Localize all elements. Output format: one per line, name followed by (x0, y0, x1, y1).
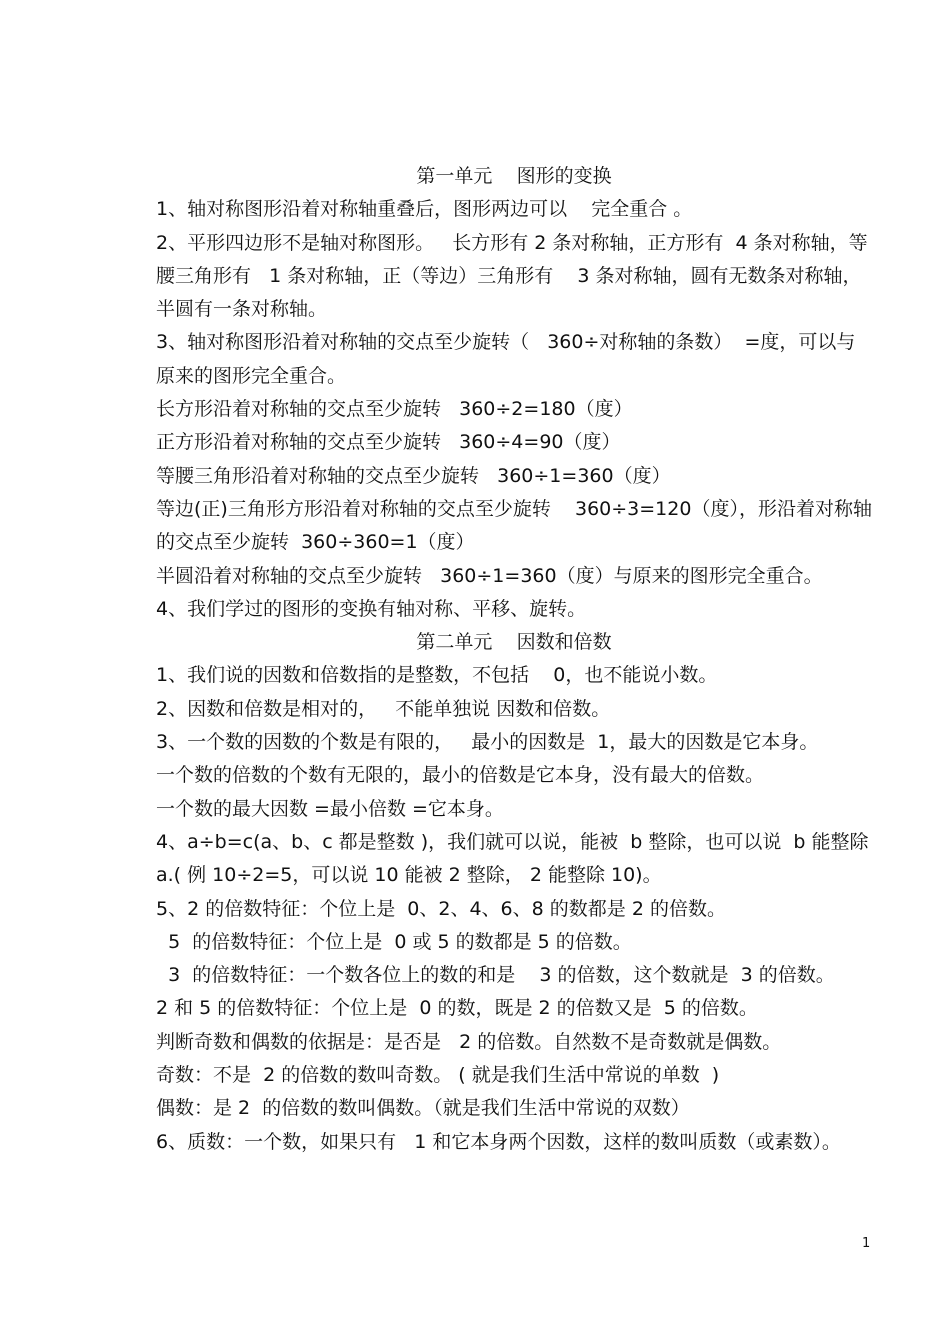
page-content (156, 160, 875, 1159)
unit2-heading: 第二单元 因数和倍数 (416, 631, 612, 654)
semicircle-rotation-line: 半圆沿着对称轴的交点至少旋转 360÷1=360（度）与原来的图形完全重合。 (156, 564, 823, 587)
unit2-item-5: 5、2 的倍数特征：个位上是 0、2、4、6、8 的数都是 2 的倍数。 (156, 897, 726, 920)
multiple-of-2-and-5-rule: 2 和 5 的倍数特征：个位上是 0 的数，既是 2 的倍数又是 5 的倍数。 (156, 997, 758, 1020)
odd-number-definition: 奇数：不是 2 的倍数的数叫奇数。 ( 就是我们生活中常说的单数 ) (156, 1064, 720, 1087)
page-number: 1 (862, 1236, 871, 1251)
unit1-heading: 第一单元 图形的变换 (416, 165, 612, 187)
unit1-item-2: 2、平形四边形不是轴对称图形。 长方形有 2 条对称轴，正方形有 4 条对称轴，等腰三角形有 1 条对称轴，正（等边）三角形有 3 条对称轴，圆有无数条对称轴，半圆有一条对称轴。 (156, 231, 868, 321)
unit2-item-1: 1、我们说的因数和倍数指的是整数，不包括 0，也不能说小数。 (156, 664, 718, 687)
unit1-item-4: 4、我们学过的图形的变换有轴对称、平移、旋转。 (156, 597, 587, 620)
unit2-item-4: 4、a÷b=c(a、b、c 都是整数 )，我们就可以说，能被 b 整除，也可以说 b 能整除 a.( 例 10÷2=5，可以说 10 能被 2 整除， 2 能整除 10)。 (156, 830, 875, 887)
odd-even-rule: 判断奇数和偶数的依据是：是否是 2 的倍数。自然数不是奇数就是偶数。 (156, 1030, 782, 1053)
square-rotation-line: 正方形沿着对称轴的交点至少旋转 360÷4=90（度） (156, 431, 621, 454)
max-factor-min-multiple-line: 一个数的最大因数 =最小倍数 =它本身。 (156, 797, 504, 820)
multiple-of-5-rule: 5 的倍数特征：个位上是 0 或 5 的数都是 5 的倍数。 (156, 930, 632, 953)
unit2-item-3: 3、一个数的因数的个数是有限的， 最小的因数是 1，最大的因数是它本身。 (156, 731, 819, 754)
unit2-item-6: 6、质数：一个数，如果只有 1 和它本身两个因数，这样的数叫质数（或素数）。 (156, 1130, 841, 1153)
even-number-definition: 偶数：是 2 的倍数的数叫偶数。（就是我们生活中常说的双数） (156, 1097, 690, 1120)
equilateral-triangle-rotation-line: 等边(正)三角形方形沿着对称轴的交点至少旋转 360÷3=120（度），形沿着对称轴的交点至少旋转 360÷360=1（度） (156, 497, 872, 554)
unit1-item-1: 1、轴对称图形沿着对称轴重叠后，图形两边可以 完全重合 。 (156, 198, 693, 221)
unit2-item-2: 2、因数和倍数是相对的， 不能单独说 因数和倍数。 (156, 697, 611, 720)
rectangle-rotation-line: 长方形沿着对称轴的交点至少旋转 360÷2=180（度） (156, 398, 633, 421)
isosceles-triangle-rotation-line: 等腰三角形沿着对称轴的交点至少旋转 360÷1=360（度） (156, 464, 671, 487)
multiples-count-line: 一个数的倍数的个数有无限的，最小的倍数是它本身，没有最大的倍数。 (156, 764, 765, 787)
unit1-item-3: 3、轴对称图形沿着对称轴的交点至少旋转（ 360÷对称轴的条数） =度，可以与原来的图形完全重合。 (156, 331, 856, 387)
multiple-of-3-rule: 3 的倍数特征：一个数各位上的数的和是 3 的倍数，这个数就是 3 的倍数。 (156, 964, 835, 987)
